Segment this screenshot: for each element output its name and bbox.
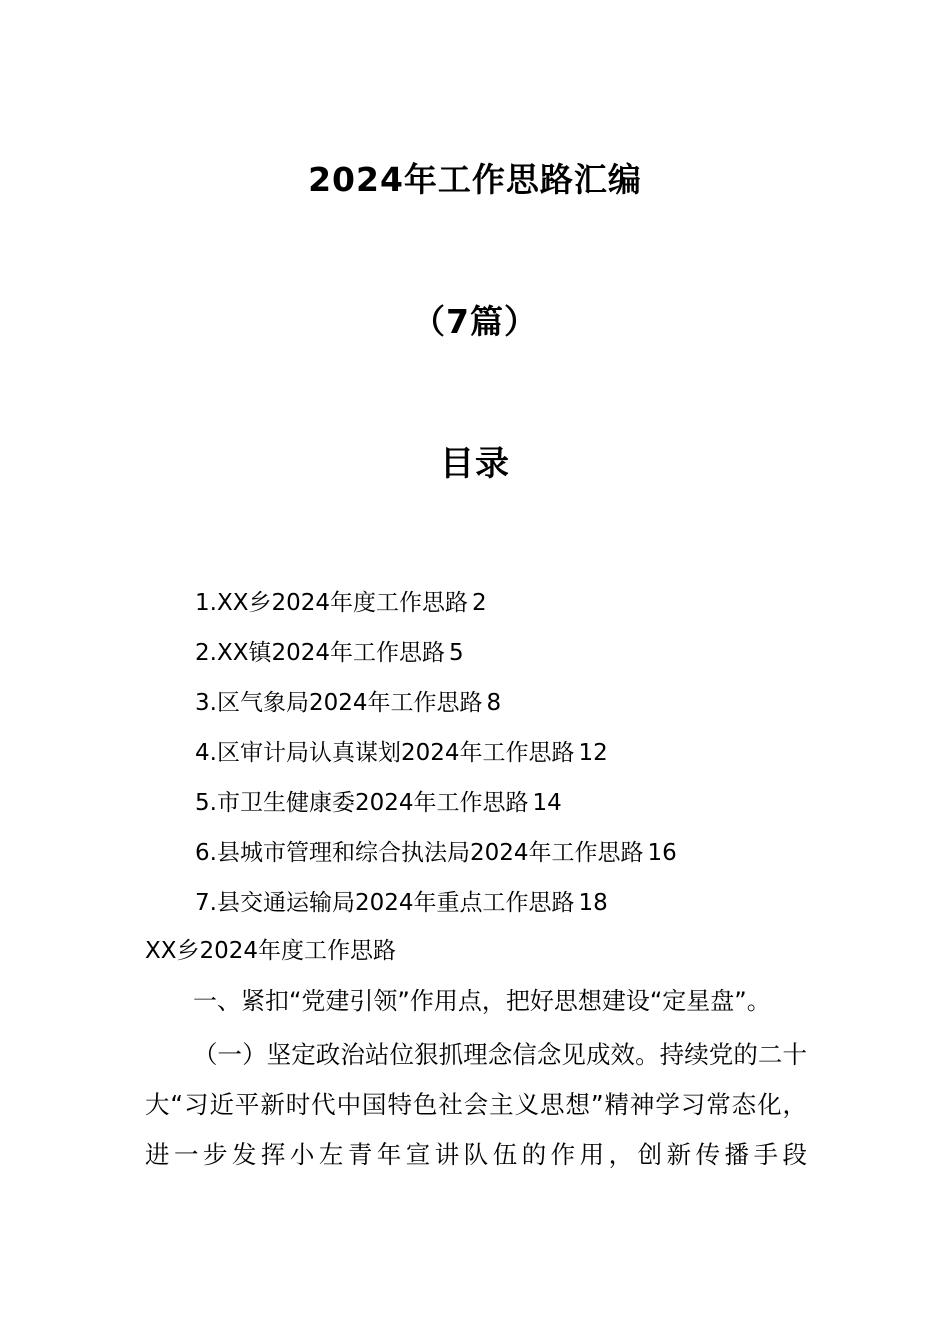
toc-item-label: 4.区审计局认真谋划2024年工作思路 bbox=[195, 740, 575, 766]
toc-item-label: 2.XX镇2024年工作思路 bbox=[195, 640, 445, 666]
article-heading: XX乡2024年度工作思路 bbox=[145, 938, 397, 964]
section-heading: 一、紧扣“党建引领”作用点，把好思想建设“定星盘”。 bbox=[193, 987, 771, 1015]
toc-item[interactable] bbox=[195, 884, 677, 934]
toc-item[interactable] bbox=[195, 834, 677, 884]
toc-heading: 目录 bbox=[440, 444, 510, 484]
document-title: 2024年工作思路汇编 bbox=[308, 160, 642, 199]
toc-item-page: 8 bbox=[486, 690, 502, 716]
document-count: （7篇） bbox=[412, 302, 538, 341]
toc-item-label: 6.县城市管理和综合执法局2024年工作思路 bbox=[195, 840, 644, 866]
toc-item-page: 12 bbox=[578, 740, 608, 766]
toc-item[interactable] bbox=[195, 784, 677, 834]
toc-item-page: 16 bbox=[647, 840, 677, 866]
toc-item[interactable] bbox=[195, 584, 677, 634]
toc-item-page: 18 bbox=[578, 890, 608, 916]
toc-item[interactable] bbox=[195, 634, 677, 684]
toc-item-label: 7.县交通运输局2024年重点工作思路 bbox=[195, 890, 575, 916]
toc-item-page: 2 bbox=[472, 590, 487, 616]
toc-item-label: 1.XX乡2024年度工作思路 bbox=[195, 590, 468, 616]
toc-item[interactable] bbox=[195, 684, 677, 734]
toc-item-page: 14 bbox=[532, 790, 562, 816]
toc-item-label: 5.市卫生健康委2024年工作思路 bbox=[195, 790, 529, 816]
body-paragraph: （一）坚定政治站位狠抓理念信念见成效。持续党的二十大“习近平新时代中国特色社会主义思想”精神学习常态化，进一步发挥小左青年宣讲队伍的作用，创新传播手段 bbox=[145, 1040, 807, 1169]
toc-item-page: 5 bbox=[449, 640, 464, 666]
toc-item[interactable] bbox=[195, 734, 677, 784]
table-of-contents bbox=[195, 584, 677, 934]
toc-item-label: 3.区气象局2024年工作思路 bbox=[195, 690, 483, 716]
